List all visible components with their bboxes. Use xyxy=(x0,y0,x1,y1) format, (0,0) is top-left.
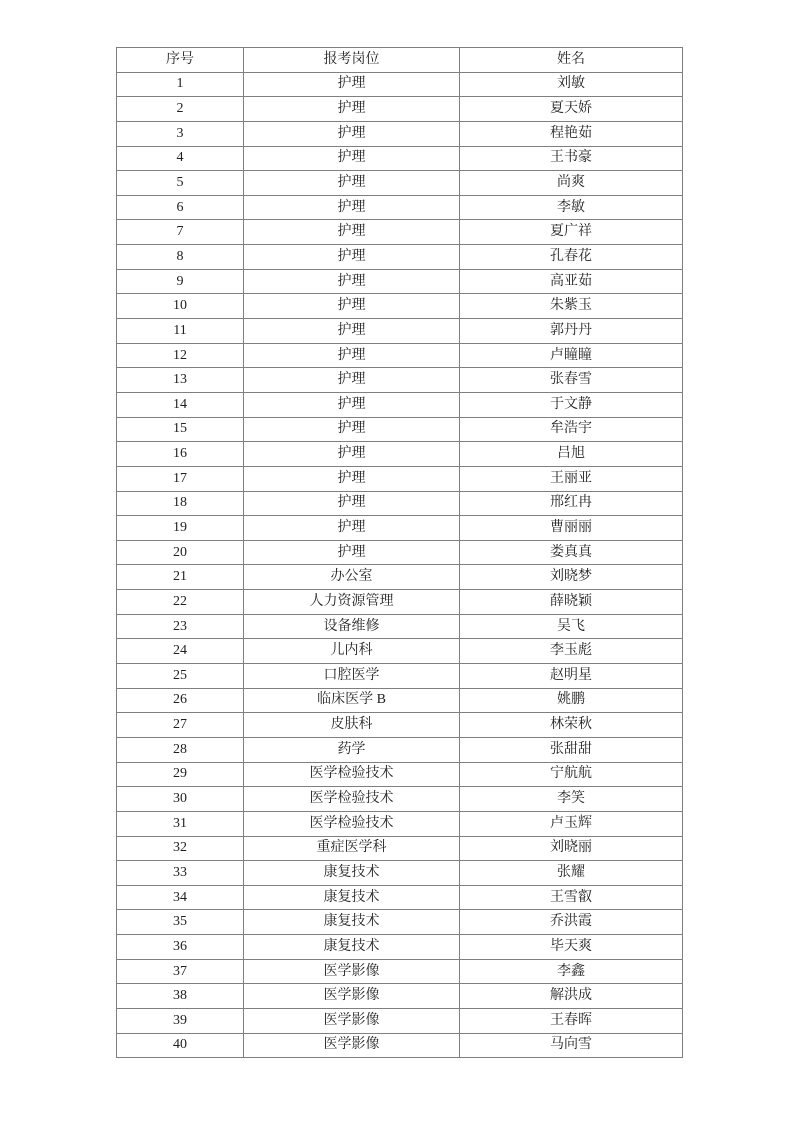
cell-position: 医学检验技术 xyxy=(244,787,460,812)
cell-serial-number: 26 xyxy=(117,688,244,713)
table-row xyxy=(117,220,683,245)
header-cell-name: 姓名 xyxy=(460,48,683,73)
table-row xyxy=(117,664,683,689)
cell-name: 李笑 xyxy=(460,787,683,812)
cell-serial-number: 34 xyxy=(117,885,244,910)
header-cell-serial-number: 序号 xyxy=(117,48,244,73)
cell-name: 刘晓丽 xyxy=(460,836,683,861)
cell-position: 护理 xyxy=(244,72,460,97)
table-row xyxy=(117,1008,683,1033)
table-row xyxy=(117,762,683,787)
cell-serial-number: 3 xyxy=(117,121,244,146)
cell-serial-number: 35 xyxy=(117,910,244,935)
cell-position: 护理 xyxy=(244,97,460,122)
cell-position: 护理 xyxy=(244,171,460,196)
cell-position: 康复技术 xyxy=(244,935,460,960)
cell-name: 刘敏 xyxy=(460,72,683,97)
table-row xyxy=(117,516,683,541)
cell-serial-number: 27 xyxy=(117,713,244,738)
table-row xyxy=(117,836,683,861)
cell-serial-number: 13 xyxy=(117,368,244,393)
cell-position: 口腔医学 xyxy=(244,664,460,689)
cell-position: 护理 xyxy=(244,269,460,294)
cell-name: 夏天娇 xyxy=(460,97,683,122)
table-row xyxy=(117,959,683,984)
table-row xyxy=(117,245,683,270)
cell-name: 于文静 xyxy=(460,392,683,417)
cell-name: 曹丽丽 xyxy=(460,516,683,541)
table-row xyxy=(117,466,683,491)
cell-name: 王雪叡 xyxy=(460,885,683,910)
table-row xyxy=(117,343,683,368)
cell-position: 护理 xyxy=(244,319,460,344)
cell-serial-number: 17 xyxy=(117,466,244,491)
table-row xyxy=(117,713,683,738)
cell-serial-number: 4 xyxy=(117,146,244,171)
table-row xyxy=(117,787,683,812)
table-row xyxy=(117,540,683,565)
cell-serial-number: 16 xyxy=(117,442,244,467)
cell-name: 李玉彪 xyxy=(460,639,683,664)
cell-serial-number: 22 xyxy=(117,590,244,615)
table-row xyxy=(117,491,683,516)
table-row xyxy=(117,442,683,467)
table-row xyxy=(117,861,683,886)
cell-name: 姚鹏 xyxy=(460,688,683,713)
cell-name: 牟浩宇 xyxy=(460,417,683,442)
cell-position: 办公室 xyxy=(244,565,460,590)
table-row xyxy=(117,590,683,615)
table-row xyxy=(117,368,683,393)
cell-serial-number: 7 xyxy=(117,220,244,245)
table-row xyxy=(117,935,683,960)
cell-name: 吕旭 xyxy=(460,442,683,467)
cell-name: 娄真真 xyxy=(460,540,683,565)
cell-serial-number: 29 xyxy=(117,762,244,787)
cell-name: 张耀 xyxy=(460,861,683,886)
cell-serial-number: 28 xyxy=(117,737,244,762)
cell-serial-number: 5 xyxy=(117,171,244,196)
cell-name: 宁航航 xyxy=(460,762,683,787)
cell-name: 卢玉辉 xyxy=(460,811,683,836)
cell-name: 程艳茹 xyxy=(460,121,683,146)
cell-serial-number: 24 xyxy=(117,639,244,664)
table-row xyxy=(117,392,683,417)
cell-name: 吴飞 xyxy=(460,614,683,639)
table-row xyxy=(117,565,683,590)
cell-name: 刘晓梦 xyxy=(460,565,683,590)
table-row xyxy=(117,614,683,639)
cell-position: 护理 xyxy=(244,392,460,417)
cell-position: 护理 xyxy=(244,466,460,491)
cell-position: 医学影像 xyxy=(244,1033,460,1058)
cell-name: 张甜甜 xyxy=(460,737,683,762)
applicants-table xyxy=(116,47,683,1058)
cell-serial-number: 31 xyxy=(117,811,244,836)
table-row xyxy=(117,294,683,319)
cell-position: 护理 xyxy=(244,294,460,319)
cell-serial-number: 39 xyxy=(117,1008,244,1033)
header-cell-position: 报考岗位 xyxy=(244,48,460,73)
cell-position: 护理 xyxy=(244,343,460,368)
table-row xyxy=(117,319,683,344)
header-row xyxy=(117,48,683,73)
cell-serial-number: 40 xyxy=(117,1033,244,1058)
cell-position: 医学检验技术 xyxy=(244,762,460,787)
cell-position: 皮肤科 xyxy=(244,713,460,738)
cell-name: 孔春花 xyxy=(460,245,683,270)
cell-serial-number: 6 xyxy=(117,195,244,220)
cell-serial-number: 25 xyxy=(117,664,244,689)
table-row xyxy=(117,688,683,713)
cell-position: 护理 xyxy=(244,491,460,516)
cell-serial-number: 19 xyxy=(117,516,244,541)
cell-name: 郭丹丹 xyxy=(460,319,683,344)
cell-serial-number: 30 xyxy=(117,787,244,812)
table-row xyxy=(117,195,683,220)
cell-name: 王春晖 xyxy=(460,1008,683,1033)
cell-serial-number: 9 xyxy=(117,269,244,294)
cell-position: 护理 xyxy=(244,417,460,442)
cell-position: 护理 xyxy=(244,540,460,565)
cell-name: 薛晓颖 xyxy=(460,590,683,615)
cell-name: 马向雪 xyxy=(460,1033,683,1058)
cell-serial-number: 21 xyxy=(117,565,244,590)
cell-serial-number: 37 xyxy=(117,959,244,984)
table-row xyxy=(117,885,683,910)
table-row xyxy=(117,97,683,122)
cell-name: 赵明星 xyxy=(460,664,683,689)
table-header xyxy=(117,48,683,73)
cell-serial-number: 18 xyxy=(117,491,244,516)
cell-name: 乔洪霞 xyxy=(460,910,683,935)
cell-position: 人力资源管理 xyxy=(244,590,460,615)
cell-position: 医学影像 xyxy=(244,1008,460,1033)
cell-serial-number: 33 xyxy=(117,861,244,886)
cell-serial-number: 38 xyxy=(117,984,244,1009)
table-row xyxy=(117,269,683,294)
cell-serial-number: 23 xyxy=(117,614,244,639)
cell-position: 医学检验技术 xyxy=(244,811,460,836)
cell-serial-number: 8 xyxy=(117,245,244,270)
cell-serial-number: 11 xyxy=(117,319,244,344)
cell-position: 重症医学科 xyxy=(244,836,460,861)
cell-name: 毕天爽 xyxy=(460,935,683,960)
cell-name: 张春雪 xyxy=(460,368,683,393)
table-row xyxy=(117,910,683,935)
cell-name: 林荣秋 xyxy=(460,713,683,738)
table-row xyxy=(117,171,683,196)
cell-serial-number: 32 xyxy=(117,836,244,861)
table-row xyxy=(117,639,683,664)
cell-serial-number: 12 xyxy=(117,343,244,368)
cell-serial-number: 36 xyxy=(117,935,244,960)
cell-name: 卢瞳瞳 xyxy=(460,343,683,368)
cell-name: 朱紫玉 xyxy=(460,294,683,319)
cell-name: 邢红冉 xyxy=(460,491,683,516)
cell-position: 医学影像 xyxy=(244,984,460,1009)
cell-position: 护理 xyxy=(244,146,460,171)
cell-serial-number: 10 xyxy=(117,294,244,319)
cell-position: 设备维修 xyxy=(244,614,460,639)
cell-position: 康复技术 xyxy=(244,861,460,886)
table-row xyxy=(117,121,683,146)
cell-name: 王书豪 xyxy=(460,146,683,171)
cell-position: 护理 xyxy=(244,368,460,393)
table-row xyxy=(117,811,683,836)
cell-name: 尚爽 xyxy=(460,171,683,196)
cell-position: 护理 xyxy=(244,516,460,541)
table-row xyxy=(117,146,683,171)
cell-serial-number: 20 xyxy=(117,540,244,565)
cell-serial-number: 2 xyxy=(117,97,244,122)
table-row xyxy=(117,417,683,442)
cell-position: 护理 xyxy=(244,245,460,270)
cell-position: 护理 xyxy=(244,220,460,245)
cell-position: 儿内科 xyxy=(244,639,460,664)
cell-position: 康复技术 xyxy=(244,910,460,935)
cell-serial-number: 1 xyxy=(117,72,244,97)
table-row xyxy=(117,737,683,762)
cell-name: 解洪成 xyxy=(460,984,683,1009)
cell-name: 李敏 xyxy=(460,195,683,220)
table-row xyxy=(117,1033,683,1058)
cell-position: 药学 xyxy=(244,737,460,762)
cell-position: 临床医学 B xyxy=(244,688,460,713)
cell-serial-number: 14 xyxy=(117,392,244,417)
table-row xyxy=(117,72,683,97)
cell-name: 李鑫 xyxy=(460,959,683,984)
cell-position: 护理 xyxy=(244,121,460,146)
table-row xyxy=(117,984,683,1009)
cell-position: 护理 xyxy=(244,195,460,220)
table-body xyxy=(117,72,683,1058)
cell-position: 医学影像 xyxy=(244,959,460,984)
cell-name: 夏广祥 xyxy=(460,220,683,245)
cell-name: 高亚茹 xyxy=(460,269,683,294)
cell-serial-number: 15 xyxy=(117,417,244,442)
cell-position: 康复技术 xyxy=(244,885,460,910)
cell-name: 王丽亚 xyxy=(460,466,683,491)
cell-position: 护理 xyxy=(244,442,460,467)
